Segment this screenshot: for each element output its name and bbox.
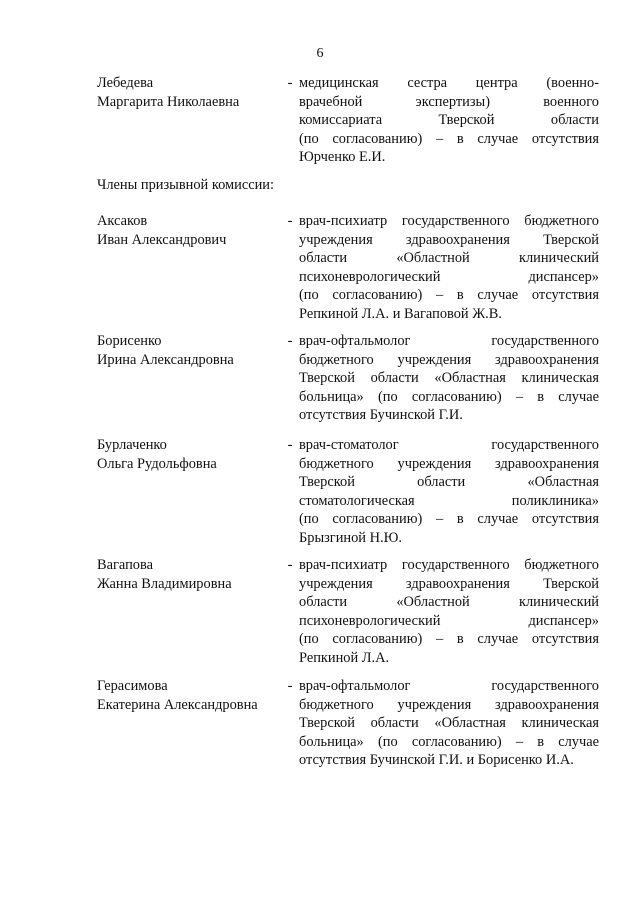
role-line: бюджетного учреждения здравоохранения (299, 455, 599, 472)
member-surname: Лебедева (97, 75, 154, 91)
role-line: области «Областной клинический (299, 250, 599, 266)
role-line: психоневрологический диспансер» (299, 612, 599, 629)
role-line: (по согласованию) – в случае отсутствия (299, 631, 599, 647)
role-line: стоматологическая поликлиника» (299, 492, 599, 509)
role-line: Тверской области «Областная клиническая (299, 715, 599, 731)
role-line: Юрченко Е.И. (299, 149, 386, 165)
entry-dash: - (287, 213, 293, 229)
member-surname: Бурлаченко (97, 437, 167, 453)
member-surname: Герасимова (97, 678, 168, 694)
member-given-names: Жанна Владимировна (97, 575, 232, 592)
role-line: бюджетного учреждения здравоохранения (299, 696, 599, 713)
role-line: врач-офтальмолог государственного (299, 678, 599, 694)
member-role (299, 677, 599, 770)
member-name (97, 74, 287, 111)
role-line: медицинская сестра центра (военно- (299, 75, 599, 91)
role-line: бюджетного учреждения здравоохранения (299, 351, 599, 368)
role-line: учреждения здравоохранения Тверской (299, 575, 599, 592)
role-line: больница» (по согласованию) – в случае (299, 733, 599, 750)
member-name (97, 556, 287, 593)
role-line: врач-офтальмолог государственного (299, 333, 599, 349)
role-line: (по согласованию) – в случае отсутствия (299, 511, 599, 527)
role-line: (по согласованию) – в случае отсутствия (299, 130, 599, 147)
role-line: психоневрологический диспансер» (299, 268, 599, 285)
member-role (299, 212, 599, 323)
role-line: врач-психиатр государственного бюджетного (299, 557, 599, 573)
member-role (299, 556, 599, 667)
entry-dash: - (287, 75, 293, 91)
role-line: врач-психиатр государственного бюджетного (299, 213, 599, 229)
member-name (97, 677, 287, 714)
entry-dash: - (287, 437, 293, 453)
section-heading: Члены призывной комиссии: (97, 177, 274, 193)
entry-dash: - (287, 557, 293, 573)
page-number: 6 (316, 46, 324, 61)
member-name (97, 332, 287, 369)
member-surname: Аксаков (97, 213, 148, 229)
role-line: комиссариата Тверской области (299, 112, 599, 128)
role-line: Тверской области «Областная (299, 474, 599, 490)
role-line: учреждения здравоохранения Тверской (299, 231, 599, 248)
role-line: Репкиной Л.А. (299, 649, 390, 666)
member-given-names: Ирина Александровна (97, 351, 234, 368)
member-given-names: Маргарита Николаевна (97, 93, 240, 110)
role-line: (по согласованию) – в случае отсутствия (299, 287, 599, 303)
member-surname: Борисенко (97, 333, 162, 349)
member-name (97, 436, 287, 473)
member-role (299, 332, 599, 425)
entry-dash: - (287, 678, 293, 694)
role-line: отсутствия Бучинской Г.И. (299, 407, 463, 423)
role-line: больница» (по согласованию) – в случае (299, 388, 599, 405)
role-line: Репкиной Л.А. и Вагаповой Ж.В. (299, 305, 502, 322)
entry-dash: - (287, 333, 293, 349)
role-line: врач-стоматолог государственного (299, 437, 599, 453)
role-line: отсутствия Бучинской Г.И. и Борисенко И.А. (299, 752, 574, 768)
role-line: Брызгиной Н.Ю. (299, 529, 402, 546)
member-name (97, 212, 287, 249)
member-role (299, 436, 599, 547)
role-line: Тверской области «Областная клиническая (299, 370, 599, 386)
member-surname: Вагапова (97, 557, 153, 573)
member-role (299, 74, 599, 167)
role-line: области «Областной клинический (299, 594, 599, 610)
member-given-names: Екатерина Александровна (97, 696, 258, 713)
role-line: врачебной экспертизы) военного (299, 93, 599, 110)
member-given-names: Ольга Рудольфовна (97, 455, 217, 472)
member-given-names: Иван Александрович (97, 231, 227, 248)
